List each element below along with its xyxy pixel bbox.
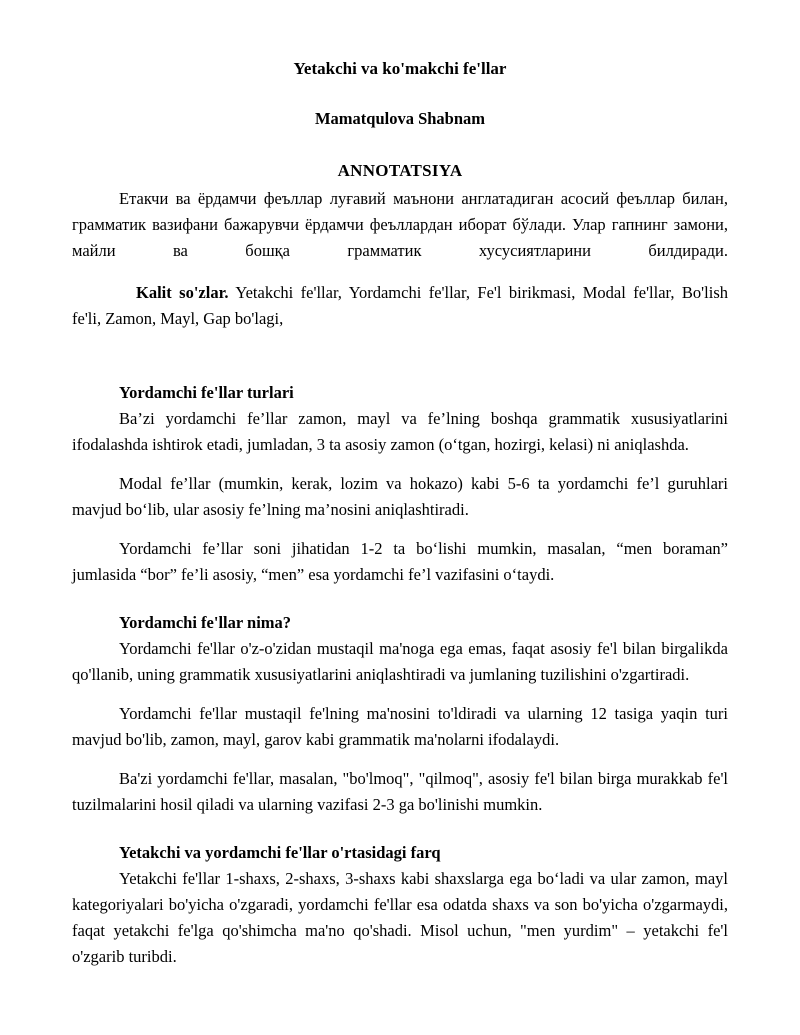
paragraph: Ba'zi yordamchi fe'llar, masalan, "bo'lmoq", "qilmoq", asosiy fe'l bilan birga murakkab fe'l tuzilmalarini hosil qiladi va ularning vazifasi 2-3 ga bo'linishi mumkin. [72, 769, 728, 814]
keywords-text: Yetakchi fe'llar, Yordamchi fe'llar, Fe'l birikmasi, Modal fe'llar, Bo'lish fe'li, Zamon, Mayl, Gap bo'lagi, [72, 283, 728, 328]
paragraph: Yordamchi fe’llar soni jihatidan 1-2 ta bo‘lishi mumkin, masalan, “men boraman” jumlasida “bor” fe’li asosiy, “men” esa yordamchi fe’l vazifasini o‘taydi. [72, 539, 728, 584]
paragraph: Yetakchi fe'llar 1-shaxs, 2-shaxs, 3-shaxs kabi shaxslarga ega bo‘ladi va ular zamon, mayl kategoriyalari bo'yicha o'zgaradi, yordamchi fe'llar esa odatda shaxs va son bo'yicha o'zgarmaydi, faqat yetakchi fe'lga qo'shimcha ma'no qo'shadi. Misol uchun, "men yurdim" – yetakchi fe'l o'zgarib turibdi. [72, 869, 728, 966]
author-name: Mamatqulova Shabnam [314, 109, 486, 128]
paragraph: Ba’zi yordamchi fe’llar zamon, mayl va fe’lning boshqa grammatik xususiyatlarini ifodalashda ishtirok etadi, jumladan, 3 ta asosiy zamon (o‘tgan, hozirgi, kelasi) ni aniqlashda. [72, 409, 728, 454]
annotation-paragraph: Етакчи ва ёрдамчи феъллар луғавий маънони англатадиган асосий феъллар билан, грамматик вазифани бажарувчи ёрдамчи феъллардан иборат бўлади. Улар гапнинг замони, майли ва бошқа грамматик хусусиятларини билдиради. [72, 189, 728, 260]
keywords-paragraph [72, 280, 728, 332]
section-difference-leading-auxiliary [72, 840, 728, 970]
paragraph: Yordamchi fe'llar mustaqil fe'lning ma'nosini to'ldiradi va ularning 12 tasiga yaqin turi mavjud bo'lib, zamon, mayl, garov kabi grammatik ma'nolarni ifodalaydi. [72, 704, 728, 749]
annotation-heading: ANNOTATSIYA [337, 161, 463, 180]
section-heading: Yordamchi fe'llar turlari [119, 383, 294, 402]
section-heading: Yordamchi fe'llar nima? [119, 613, 292, 632]
section-what-are-auxiliary-verbs [72, 610, 728, 818]
section-heading: Yetakchi va yordamchi fe'llar o'rtasidagi farq [119, 843, 441, 862]
paragraph: Modal fe’llar (mumkin, kerak, lozim va hokazo) kabi 5-6 ta yordamchi fe’l guruhlari mavjud bo‘lib, ular asosiy fe’lning ma’nosini aniqlashtiradi. [72, 474, 728, 519]
keywords-label: Kalit so'zlar. [136, 283, 229, 302]
section-types-of-auxiliary-verbs [72, 380, 728, 588]
paragraph: Yordamchi fe'llar o'z-o'zidan mustaqil ma'noga ega emas, faqat asosiy fe'l bilan birgalikda qo'llanib, uning grammatik xususiyatlarini aniqlashtiradi va jumlaning tuzilishini o'zgartiradi. [72, 639, 728, 684]
document-title: Yetakchi va ko'makchi fe'llar [293, 59, 507, 78]
